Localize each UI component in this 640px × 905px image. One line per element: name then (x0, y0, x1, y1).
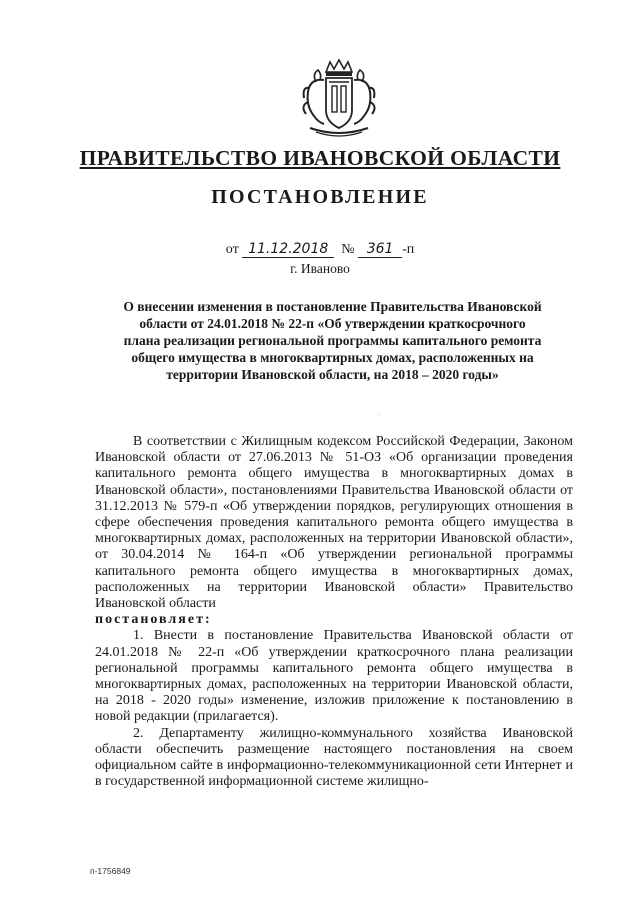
decree-number: 361 (358, 242, 402, 258)
decree-subject: О внесении изменения в постановление Правительства Ивановской области от 24.01.2018 № 22-п «Об утверждении краткосрочного плана реализации региональной программы капитального ремонта общего имущества в многоквартирных домах, расположенных на территории Ивановской области, на 2018 – 2020 годы» (123, 299, 542, 382)
paragraph-2 (95, 726, 573, 791)
ivanovo-coat-of-arms-icon (296, 58, 382, 138)
preamble-text: В соответствии с Жилищным кодексом Российской Федерации, Законом Ивановской области от 27.06.2013 № 51-ОЗ «Об организации проведения капитального ремонта общего имущества в многоквартирных домах в Ивановской области», постановлениями Правительства Ивановской области от 31.12.2013 № 579-п «Об утверждении порядков, регулирующих отношения в сфере обеспечения проведения капитального ремонта общего имущества в многоквартирных домах, расположенных на территории Ивановской области», от 30.04.2014 № 164-п «Об утверждении региональной программы капитального ремонта общего имущества в многоквартирных домах, расположенных на территории Ивановской области» Правительство Ивановской области (95, 434, 573, 612)
verdict-word: постановляет: (95, 612, 212, 628)
date-number-line (0, 242, 640, 258)
number-prefix: № (341, 242, 355, 257)
document-type: ПОСТАНОВЛЕНИЕ (211, 186, 429, 208)
verdict-paragraph (95, 612, 573, 628)
city-label: г. Иваново (290, 261, 350, 276)
decree-date: 11.12.2018 (242, 242, 334, 258)
scan-speck: ·: (376, 410, 381, 418)
paragraph-2-text: 2. Департаменту жилищно-коммунального хозяйства Ивановской области обеспечить размещение настоящего постановления на своем официальном сайте в информационно-телекоммуникационной сети Интернет и в государственной информационной системе жилищно- (95, 725, 573, 790)
number-suffix: -п (402, 242, 415, 257)
government-title: ПРАВИТЕЛЬСТВО ИВАНОВСКОЙ ОБЛАСТИ (79, 146, 561, 170)
date-prefix: от (225, 242, 239, 257)
paragraph-1 (95, 628, 573, 725)
preamble-paragraph (95, 434, 573, 612)
footer-document-code: п-1756849 (90, 866, 131, 876)
decree-body (95, 434, 573, 790)
paragraph-1-text: 1. Внести в постановление Правительства Ивановской области от 24.01.2018 № 22-п «Об утверждении краткосрочного плана реализации региональной программы капитального ремонта общего имущества в многоквартирных домах, расположенных на территории Ивановской области, на 2018 - 2020 годы» изменение, изложив приложение к постановлению в новой редакции (прилагается). (95, 628, 573, 725)
